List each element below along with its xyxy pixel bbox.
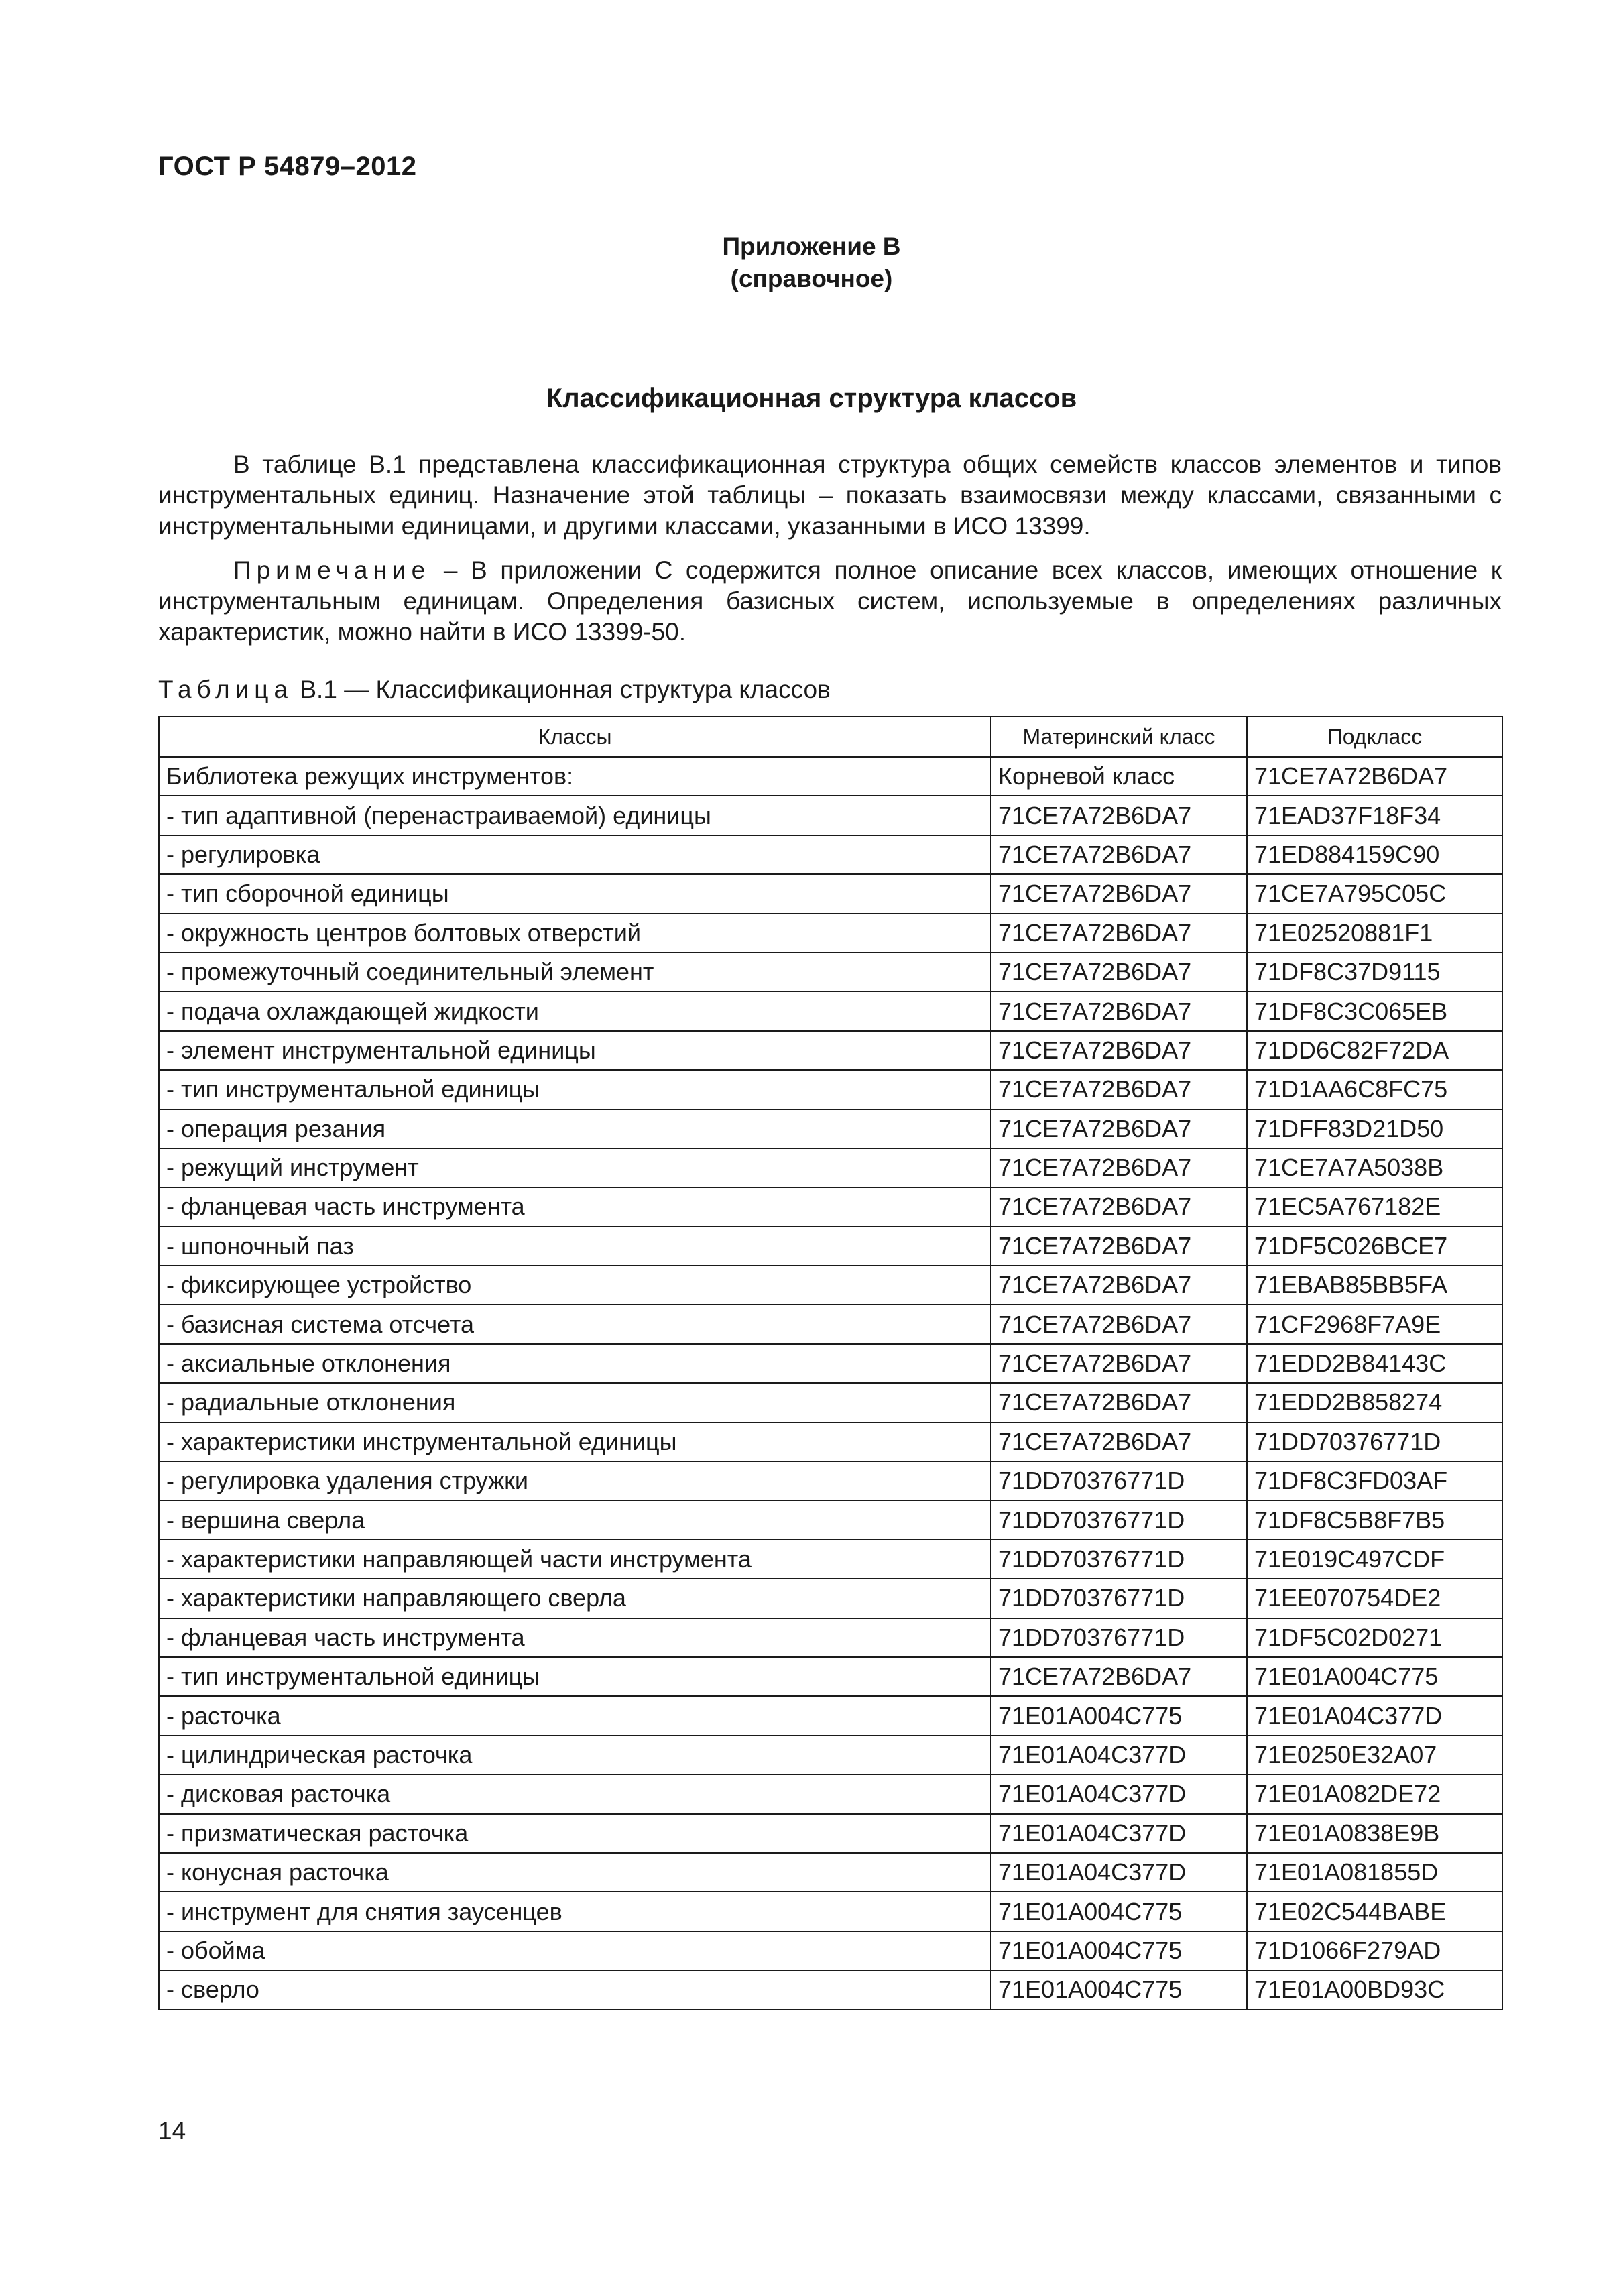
cell-class-name: - радиальные отклонения <box>159 1383 991 1422</box>
table-row <box>159 1148 1502 1187</box>
table-row <box>159 1109 1502 1148</box>
cell-subclass: 71DF8C3C065EB <box>1247 991 1502 1030</box>
cell-class-name: Библиотека режущих инструментов: <box>159 757 991 796</box>
table-row <box>159 1618 1502 1657</box>
cell-subclass: 71CF2968F7A9E <box>1247 1305 1502 1343</box>
table-row <box>159 991 1502 1030</box>
cell-subclass: 71EDD2B858274 <box>1247 1383 1502 1422</box>
appendix-title: Приложение В <box>722 233 901 260</box>
cell-class-name: - регулировка <box>159 835 991 874</box>
cell-subclass: 71E019C497CDF <box>1247 1540 1502 1579</box>
cell-subclass: 71DF8C5B8F7B5 <box>1247 1500 1502 1539</box>
cell-parent-class: 71DD70376771D <box>991 1500 1247 1539</box>
cell-subclass: 71DF5C02D0271 <box>1247 1618 1502 1657</box>
appendix-heading <box>0 231 1623 295</box>
cell-parent-class: 71DD70376771D <box>991 1579 1247 1618</box>
cell-parent-class: Корневой класс <box>991 757 1247 796</box>
document-code: ГОСТ Р 54879–2012 <box>158 152 417 181</box>
cell-subclass: 71EBAB85BB5FA <box>1247 1266 1502 1305</box>
cell-parent-class: 71DD70376771D <box>991 1540 1247 1579</box>
table-row <box>159 1227 1502 1266</box>
cell-subclass: 71E01A082DE72 <box>1247 1774 1502 1813</box>
table-row <box>159 1266 1502 1305</box>
cell-parent-class: 71CE7A72B6DA7 <box>991 1031 1247 1070</box>
header-parent-class: Материнский класс <box>991 717 1247 757</box>
table-row <box>159 1579 1502 1618</box>
appendix-subtitle: (справочное) <box>730 265 893 292</box>
cell-parent-class: 71CE7A72B6DA7 <box>991 1305 1247 1343</box>
cell-parent-class: 71CE7A72B6DA7 <box>991 991 1247 1030</box>
header-classes: Классы <box>159 717 991 757</box>
cell-class-name: - инструмент для снятия заусенцев <box>159 1892 991 1931</box>
cell-class-name: - тип сборочной единицы <box>159 874 991 913</box>
table-row <box>159 1853 1502 1892</box>
cell-subclass: 71DD70376771D <box>1247 1423 1502 1461</box>
table-row <box>159 1070 1502 1109</box>
cell-class-name: - тип адаптивной (перенастраиваемой) единицы <box>159 796 991 835</box>
note-text: – В приложении С содержится полное описание всех классов, имеющих отношение к инструментальным единицам. Определения базисных систем, используемые в определениях различных характеристик, можно найти в ИСО 13399-50. <box>158 556 1502 646</box>
page-number: 14 <box>158 2117 186 2144</box>
table-row <box>159 1931 1502 1970</box>
cell-class-name: - фиксирующее устройство <box>159 1266 991 1305</box>
table-row <box>159 1187 1502 1226</box>
cell-class-name: - характеристики направляющего сверла <box>159 1579 991 1618</box>
cell-subclass: 71E01A081855D <box>1247 1853 1502 1892</box>
cell-class-name: - фланцевая часть инструмента <box>159 1618 991 1657</box>
cell-parent-class: 71E01A004C775 <box>991 1892 1247 1931</box>
note-paragraph <box>158 555 1502 648</box>
cell-parent-class: 71E01A004C775 <box>991 1696 1247 1735</box>
cell-parent-class: 71E01A04C377D <box>991 1814 1247 1853</box>
cell-subclass: 71DF5C026BCE7 <box>1247 1227 1502 1266</box>
cell-subclass: 71E01A00BD93C <box>1247 1970 1502 2009</box>
cell-parent-class: 71CE7A72B6DA7 <box>991 1266 1247 1305</box>
cell-subclass: 71D1066F279AD <box>1247 1931 1502 1970</box>
cell-parent-class: 71CE7A72B6DA7 <box>991 835 1247 874</box>
cell-subclass: 71E01A04C377D <box>1247 1696 1502 1735</box>
table-row <box>159 953 1502 991</box>
section-title: Классификационная структура классов <box>546 383 1077 413</box>
cell-parent-class: 71CE7A72B6DA7 <box>991 1423 1247 1461</box>
cell-subclass: 71DD6C82F72DA <box>1247 1031 1502 1070</box>
cell-class-name: - окружность центров болтовых отверстий <box>159 914 991 953</box>
cell-parent-class: 71CE7A72B6DA7 <box>991 874 1247 913</box>
cell-subclass: 71E02C544BABE <box>1247 1892 1502 1931</box>
table-row <box>159 1814 1502 1853</box>
table-row <box>159 1696 1502 1735</box>
cell-parent-class: 71E01A004C775 <box>991 1931 1247 1970</box>
cell-parent-class: 71CE7A72B6DA7 <box>991 1148 1247 1187</box>
table-row <box>159 796 1502 835</box>
cell-subclass: 71ED884159C90 <box>1247 835 1502 874</box>
cell-class-name: - характеристики инструментальной единицы <box>159 1423 991 1461</box>
cell-class-name: - фланцевая часть инструмента <box>159 1187 991 1226</box>
table-row <box>159 914 1502 953</box>
cell-class-name: - характеристики направляющей части инструмента <box>159 1540 991 1579</box>
cell-parent-class: 71CE7A72B6DA7 <box>991 1227 1247 1266</box>
cell-class-name: - режущий инструмент <box>159 1148 991 1187</box>
classes-table <box>158 716 1503 2010</box>
cell-subclass: 71E01A004C775 <box>1247 1657 1502 1696</box>
cell-parent-class: 71E01A004C775 <box>991 1970 1247 2009</box>
cell-parent-class: 71DD70376771D <box>991 1461 1247 1500</box>
cell-subclass: 71CE7A7A5038B <box>1247 1148 1502 1187</box>
cell-class-name: - дисковая расточка <box>159 1774 991 1813</box>
cell-subclass: 71EC5A767182E <box>1247 1187 1502 1226</box>
cell-class-name: - призматическая расточка <box>159 1814 991 1853</box>
cell-class-name: - конусная расточка <box>159 1853 991 1892</box>
cell-subclass: 71E0250E32A07 <box>1247 1736 1502 1774</box>
table-row <box>159 1305 1502 1343</box>
cell-parent-class: 71CE7A72B6DA7 <box>991 953 1247 991</box>
table-row <box>159 1657 1502 1696</box>
cell-subclass: 71EE070754DE2 <box>1247 1579 1502 1618</box>
cell-subclass: 71EAD37F18F34 <box>1247 796 1502 835</box>
table-row <box>159 1970 1502 2009</box>
table-row <box>159 1031 1502 1070</box>
table-row <box>159 835 1502 874</box>
cell-class-name: - сверло <box>159 1970 991 2009</box>
cell-class-name: - промежуточный соединительный элемент <box>159 953 991 991</box>
intro-paragraph: В таблице В.1 представлена классификационная структура общих семейств классов элементов и типов инструментальных единиц. Назначение этой таблицы – показать взаимосвязи между классами, связанными с инструментальными единицами, и другими классами, указанными в ИСО 13399. <box>158 450 1502 540</box>
cell-class-name: - операция резания <box>159 1109 991 1148</box>
cell-parent-class: 71CE7A72B6DA7 <box>991 1344 1247 1383</box>
table-body <box>159 757 1502 2010</box>
cell-parent-class: 71CE7A72B6DA7 <box>991 914 1247 953</box>
table-row <box>159 1383 1502 1422</box>
table-caption-label: Таблица <box>158 676 294 703</box>
table-header-row <box>159 717 1502 757</box>
cell-subclass: 71EDD2B84143C <box>1247 1344 1502 1383</box>
table-row <box>159 1344 1502 1383</box>
cell-parent-class: 71E01A04C377D <box>991 1774 1247 1813</box>
cell-class-name: - шпоночный паз <box>159 1227 991 1266</box>
table-caption-text: В.1 — Классификационная структура классов <box>293 676 831 703</box>
table-row <box>159 1540 1502 1579</box>
cell-parent-class: 71DD70376771D <box>991 1618 1247 1657</box>
cell-parent-class: 71CE7A72B6DA7 <box>991 1187 1247 1226</box>
cell-class-name: - аксиальные отклонения <box>159 1344 991 1383</box>
note-label: Примечание <box>233 556 431 584</box>
cell-parent-class: 71CE7A72B6DA7 <box>991 1657 1247 1696</box>
header-subclass: Подкласс <box>1247 717 1502 757</box>
table-row <box>159 1774 1502 1813</box>
cell-subclass: 71E02520881F1 <box>1247 914 1502 953</box>
table-caption <box>158 676 831 704</box>
cell-class-name: - элемент инструментальной единицы <box>159 1031 991 1070</box>
cell-subclass: 71D1AA6C8FC75 <box>1247 1070 1502 1109</box>
table-row <box>159 1423 1502 1461</box>
cell-parent-class: 71E01A04C377D <box>991 1853 1247 1892</box>
table-row <box>159 757 1502 796</box>
cell-class-name: - регулировка удаления стружки <box>159 1461 991 1500</box>
table-row <box>159 1736 1502 1774</box>
cell-class-name: - тип инструментальной единицы <box>159 1657 991 1696</box>
cell-parent-class: 71E01A04C377D <box>991 1736 1247 1774</box>
cell-class-name: - базисная система отсчета <box>159 1305 991 1343</box>
table-row <box>159 874 1502 913</box>
cell-subclass: 71CE7A72B6DA7 <box>1247 757 1502 796</box>
cell-class-name: - обойма <box>159 1931 991 1970</box>
table-row <box>159 1892 1502 1931</box>
cell-parent-class: 71CE7A72B6DA7 <box>991 1070 1247 1109</box>
cell-parent-class: 71CE7A72B6DA7 <box>991 1109 1247 1148</box>
cell-class-name: - расточка <box>159 1696 991 1735</box>
cell-subclass: 71DF8C3FD03AF <box>1247 1461 1502 1500</box>
cell-class-name: - вершина сверла <box>159 1500 991 1539</box>
cell-subclass: 71DF8C37D9115 <box>1247 953 1502 991</box>
cell-class-name: - тип инструментальной единицы <box>159 1070 991 1109</box>
table-row <box>159 1500 1502 1539</box>
table-row <box>159 1461 1502 1500</box>
cell-subclass: 71DFF83D21D50 <box>1247 1109 1502 1148</box>
cell-class-name: - подача охлаждающей жидкости <box>159 991 991 1030</box>
cell-parent-class: 71CE7A72B6DA7 <box>991 1383 1247 1422</box>
cell-subclass: 71CE7A795C05C <box>1247 874 1502 913</box>
cell-subclass: 71E01A0838E9B <box>1247 1814 1502 1853</box>
cell-class-name: - цилиндрическая расточка <box>159 1736 991 1774</box>
cell-parent-class: 71CE7A72B6DA7 <box>991 796 1247 835</box>
